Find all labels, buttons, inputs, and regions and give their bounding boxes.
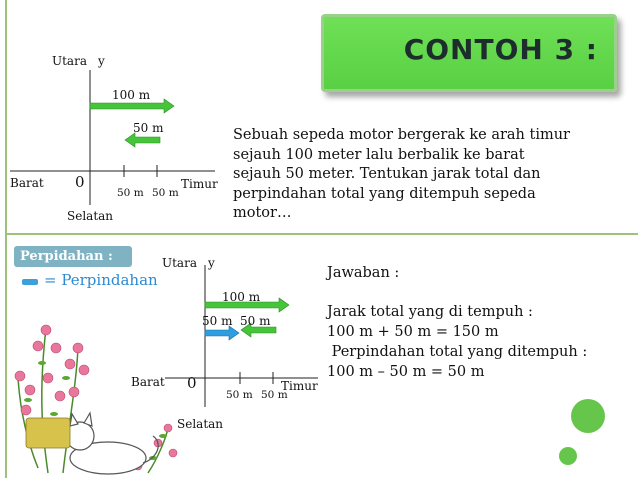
top-origin-label: 0 — [75, 173, 85, 191]
bottom-arrow1-label: 100 m — [222, 290, 261, 304]
top-arrow1-label: 100 m — [112, 88, 151, 102]
top-arrow2-label: 50 m — [133, 121, 164, 135]
bottom-arrow2-label-b: 50 m — [240, 314, 271, 328]
bottom-y-label: y — [208, 256, 215, 270]
problem-line: sejauh 100 meter lalu berbalik ke barat — [233, 146, 525, 163]
answer-heading: Jawaban : — [327, 265, 400, 281]
top-north-label: Utara — [52, 54, 87, 68]
top-y-label: y — [98, 54, 105, 68]
bottom-north-label: Utara — [162, 256, 197, 270]
top-tick1-label: 50 m — [117, 187, 144, 199]
bottom-west-label: Barat — [131, 375, 165, 389]
cat-icon — [66, 413, 158, 474]
top-east-label: Timur — [181, 177, 218, 191]
slide-title: CONTOH 3 : — [403, 33, 598, 66]
problem-line: perpindahan total yang ditempuh sepeda — [233, 185, 536, 202]
top-tick2-label: 50 m — [152, 187, 179, 199]
top-south-label: Selatan — [67, 209, 114, 223]
problem-line: motor… — [233, 205, 292, 221]
answer-line: 100 m – 50 m = 50 m — [327, 364, 485, 380]
problem-line: Sebuah sepeda motor bergerak ke arah timur — [233, 127, 570, 143]
answer-line: Perpindahan total yang ditempuh : — [327, 344, 588, 360]
bottom-origin-label: 0 — [187, 374, 197, 392]
green-circle-small — [559, 447, 577, 465]
top-west-label: Barat — [10, 176, 44, 190]
bottom-east-label: Timur — [281, 379, 318, 393]
title-banner — [321, 14, 617, 92]
cat-flowers-clipart — [8, 318, 183, 478]
answer-line: Jarak total yang di tempuh : — [327, 304, 533, 320]
top-arrow-west-50m — [125, 133, 160, 147]
answer-text — [327, 263, 627, 382]
problem-text — [233, 126, 613, 224]
problem-line: sejauh 50 meter. Tentukan jarak total dan — [233, 166, 541, 182]
bottom-arrow2-label-a: 50 m — [202, 314, 233, 328]
bottom-tick2-label: 50 m — [261, 389, 288, 401]
answer-line: 100 m + 50 m = 150 m — [327, 324, 499, 340]
bottom-arrow-displacement — [205, 326, 239, 340]
green-circle-large — [571, 399, 605, 433]
bottom-south-label: Selatan — [177, 417, 224, 431]
bottom-tick1-label: 50 m — [226, 389, 253, 401]
pot — [26, 418, 70, 448]
perpindahan-badge: Perpidahan : — [14, 246, 132, 267]
legend-text: = Perpindahan — [44, 271, 158, 289]
